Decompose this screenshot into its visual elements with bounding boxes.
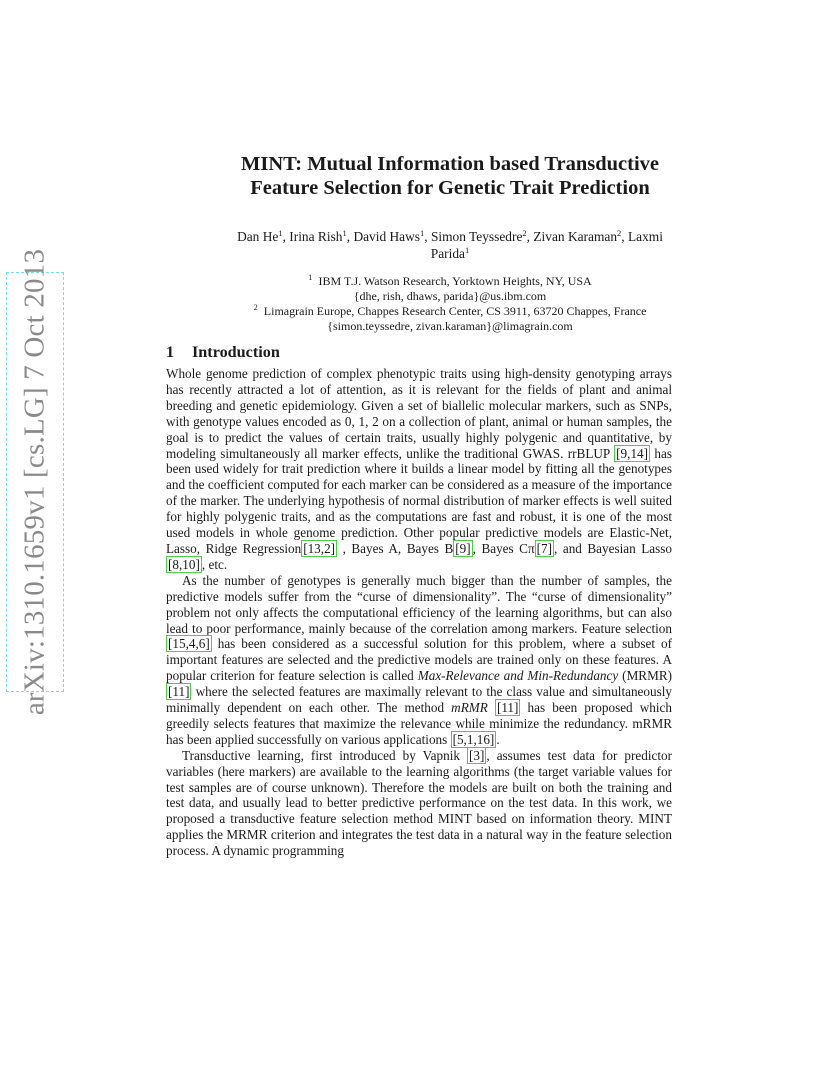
citation-link[interactable]: [13,2]	[303, 540, 336, 556]
citation-link[interactable]: [5,1,16]	[452, 731, 495, 747]
section-heading	[166, 343, 280, 362]
citation-link[interactable]: [15,4,6]	[168, 636, 210, 652]
arxiv-identifier-stamp	[6, 248, 64, 716]
section-title: Introduction	[192, 343, 280, 361]
affiliations	[150, 274, 750, 334]
paper-title	[140, 152, 760, 200]
author-list: Dan He$^1$, Irina Rish$^1$, David Haws$^1$, Simon Teyssedre$^2$, Zivan Karaman$^2$, Laxmi Parida$^1$	[237, 228, 663, 261]
paragraph-3: Transductive learning, first introduced by Vapnik [3] , assumes test data for predictor variables (here markers) are available to the learning algorithms (the target variable values for test samples are of course unknown). Therefore the models are built on both the training and test data, and usually lead to better predictive performance on the test data. In this work, we proposed a transductive feature selection method MINT based on information theory. MINT applies the MRMR criterion and integrates the test data in a natural way in the feature selection process. A dynamic programming	[166, 747, 672, 859]
affiliation-2-emails: {simon.teyssedre, zivan.karaman}@limagrain.com	[327, 319, 573, 333]
citation-link[interactable]: [3]	[468, 747, 485, 763]
emphasis-term: mRMR	[451, 700, 488, 716]
section-number: 1	[166, 343, 175, 361]
citation-link[interactable]: [9,14]	[616, 445, 649, 461]
paragraph-1: Whole genome prediction of complex phenotypic traits using high-density genotyping arrays has recently attracted a lot of attention, as it is relevant for the fields of plant and animal breeding and genetic epidemiology. Given a set of biallelic molecular markers, such as SNPs, with genotype values encoded as 0, 1, 2 on a collection of plant, animal or human samples, the goal is to predict the values of certain traits, usually highly polygenic and quantitative, by modeling simultaneously all marker effects, unlike the traditional GWAS. rrBLUP [9,14] has been used widely for trait prediction where it builds a linear model by fitting all the genotypes and the coefficient computed for each marker can be considered as a measure of the importance of the marker. The underlying hypothesis of normal distribution of marker effects is well suited for highly polygenic traits, and as the computations are fast and robust, it is one of the most used models in whole genome prediction. Other popular predictive models are Elastic-Net, Lasso, Ridge Regression [13,2] , Bayes A, Bayes B [9] , Bayes Cπ [7] , and Bayesian Lasso [8,10] , etc.	[166, 366, 672, 572]
affiliation-2: $^2$ Limagrain Europe, Chappes Research Center, CS 3911, 63720 Chappes, France	[253, 302, 647, 318]
citation-link[interactable]: [11]	[168, 684, 190, 700]
author-name: Dan He	[237, 229, 279, 244]
affiliation-1: $^1$ IBM T.J. Watson Research, Yorktown Heights, NY, USA	[308, 272, 592, 288]
paragraph-2: As the number of genotypes is generally much bigger than the number of samples, the predictive models suffer from the “curse of dimensionality”. The “curse of dimensionality” problem not only affects the computational efficiency of the learning algorithms, but can also lead to poor performance, mainly because of the correlation among markers. Feature selection [15,4,6] has been considered as a successful solution for this problem, where a subset of important features are selected and the predictive models are trained only on these features. A popular criterion for feature selection is called Max-Relevance and Min-Redundancy (MRMR) [11] where the selected features are maximally relevant to the class value and simultaneously minimally dependent on each other. The method mRMR [11] has been proposed which greedily selects features that maximize the relevance while minimize the redundancy. mRMR has been applied successfully on various applications [5,1,16] .	[166, 572, 673, 747]
title-line-1: MINT: Mutual Information based Transductive	[241, 153, 659, 175]
citation-link[interactable]: [8,10]	[168, 556, 200, 572]
citation-link[interactable]: [7]	[536, 540, 553, 556]
arxiv-identifier-text: arXiv:1310.1659v1 [cs.LG] 7 Oct 2013	[18, 248, 51, 716]
author-name: Zivan Karaman	[533, 229, 618, 244]
author-name: Laxmi	[627, 229, 663, 244]
body-text	[166, 366, 672, 859]
author-name: Parida	[430, 246, 465, 261]
author-name: Irina Rish	[289, 229, 343, 244]
affiliation-1-emails: {dhe, rish, dhaws, parida}@us.ibm.com	[353, 289, 547, 303]
author-name: Simon Teyssedre	[430, 229, 523, 244]
citation-link[interactable]: [11]	[496, 700, 519, 716]
author-name: David Haws	[353, 229, 421, 244]
title-line-2: Feature Selection for Genetic Trait Prediction	[250, 177, 650, 199]
emphasis-term: Max-Relevance and Min-Redundancy	[417, 668, 619, 684]
citation-link[interactable]: [9]	[455, 540, 471, 556]
